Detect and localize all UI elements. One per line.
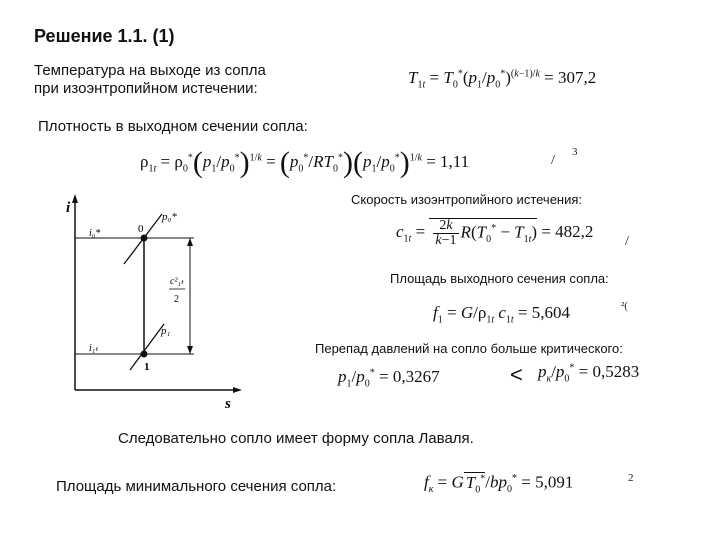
pressure-ratio-value: = 0,3267 [378,367,440,386]
critical-ratio-formula: $p_к/p_0^* = 0,5283$ [538,362,640,385]
temperature-label [34,62,266,98]
temperature-label-line2: при изоэнтропийном истечении: [34,80,258,97]
area-label: Площадь выходного сечения сопла: [390,271,609,286]
x-axis-label: s [225,396,231,412]
temperature-label-line1: Температура на выходе из сопла [34,62,266,79]
density-label: Плотность в выходном сечении сопла: [38,118,308,135]
conclusion-text: Следовательно сопло имеет форму сопла Лаваля. [118,430,474,447]
sqrt-sign: $\frac{2k}{k-1}$ $R(T_0^* - T_{1t})$ [429,218,537,248]
density-result: = 1,11 [426,151,470,171]
less-than-sign: < [510,362,523,387]
critical-ratio-value: = 0,5283 [578,362,640,381]
is-diagram [58,192,248,414]
area-result: = 5,604 [517,303,571,322]
p0-label: p₀* [162,211,177,223]
point-0-label: 0 [138,223,144,235]
page-title: Решение 1.1. (1) [34,26,175,46]
i0-label: i₀* [89,228,101,239]
velocity-label: Скорость изоэнтропийного истечения: [351,192,583,207]
p1-label: p₁ [161,325,171,337]
velocity-unit-slash: / [625,234,629,249]
point-1 [141,351,148,358]
sqrt-sign: $T_0^*$ [465,473,486,496]
area-unit: ²( [621,300,628,312]
velocity-formula: $c_{1t}$ = $\frac{2k}{k-1}$ $R(T_0^* - T_{1t}) = 482,2$ [396,218,594,248]
i1-label: i₁ₜ [89,343,99,354]
min-area-label: Площадь минимального сечения сопла: [56,478,337,495]
dimension-arrow-bottom [187,346,193,354]
point-0 [141,235,148,242]
kinetic-denominator: 2 [174,294,179,305]
density-formula: $\rho_{1t} = \rho_0^*(p_1/p_0^*)^{1/k} = (p_0^*/RT_0^*)(p_1/p_0^*)^{1/k} = 1,11$ [140,146,470,179]
temperature-result: = 307,2 [544,68,597,87]
min-area-unit: 2 [628,472,634,484]
pressure-label: Перепад давлений на сопло больше критического: [315,341,623,356]
density-unit-slash: / [551,153,555,168]
kinetic-numerator: c²₁ₜ [170,276,184,287]
density-unit-power: 3 [572,146,578,158]
min-area-formula: $f_к = G$ $T_0^*/bp_0^* = 5,091$ [424,472,574,496]
area-formula: $f_1 = G/\rho_{1t}$ $c_{1t} = 5,604$ [433,303,571,326]
pressure-ratio-formula: $p_1/p_0^* = 0,3267$ [338,367,440,390]
point-1-label: 1 [144,361,150,373]
min-area-result: = 5,091 [521,472,574,492]
x-axis-arrow [233,387,242,393]
temperature-formula: $T_{1t} = T_0^*(p_1/p_0^*)^{(k-1)/k} = 307,2$ [408,68,597,91]
velocity-result: = 482,2 [541,221,594,241]
y-axis-label: i [66,200,71,216]
dimension-arrow-top [187,238,193,246]
y-axis-arrow [72,194,78,203]
